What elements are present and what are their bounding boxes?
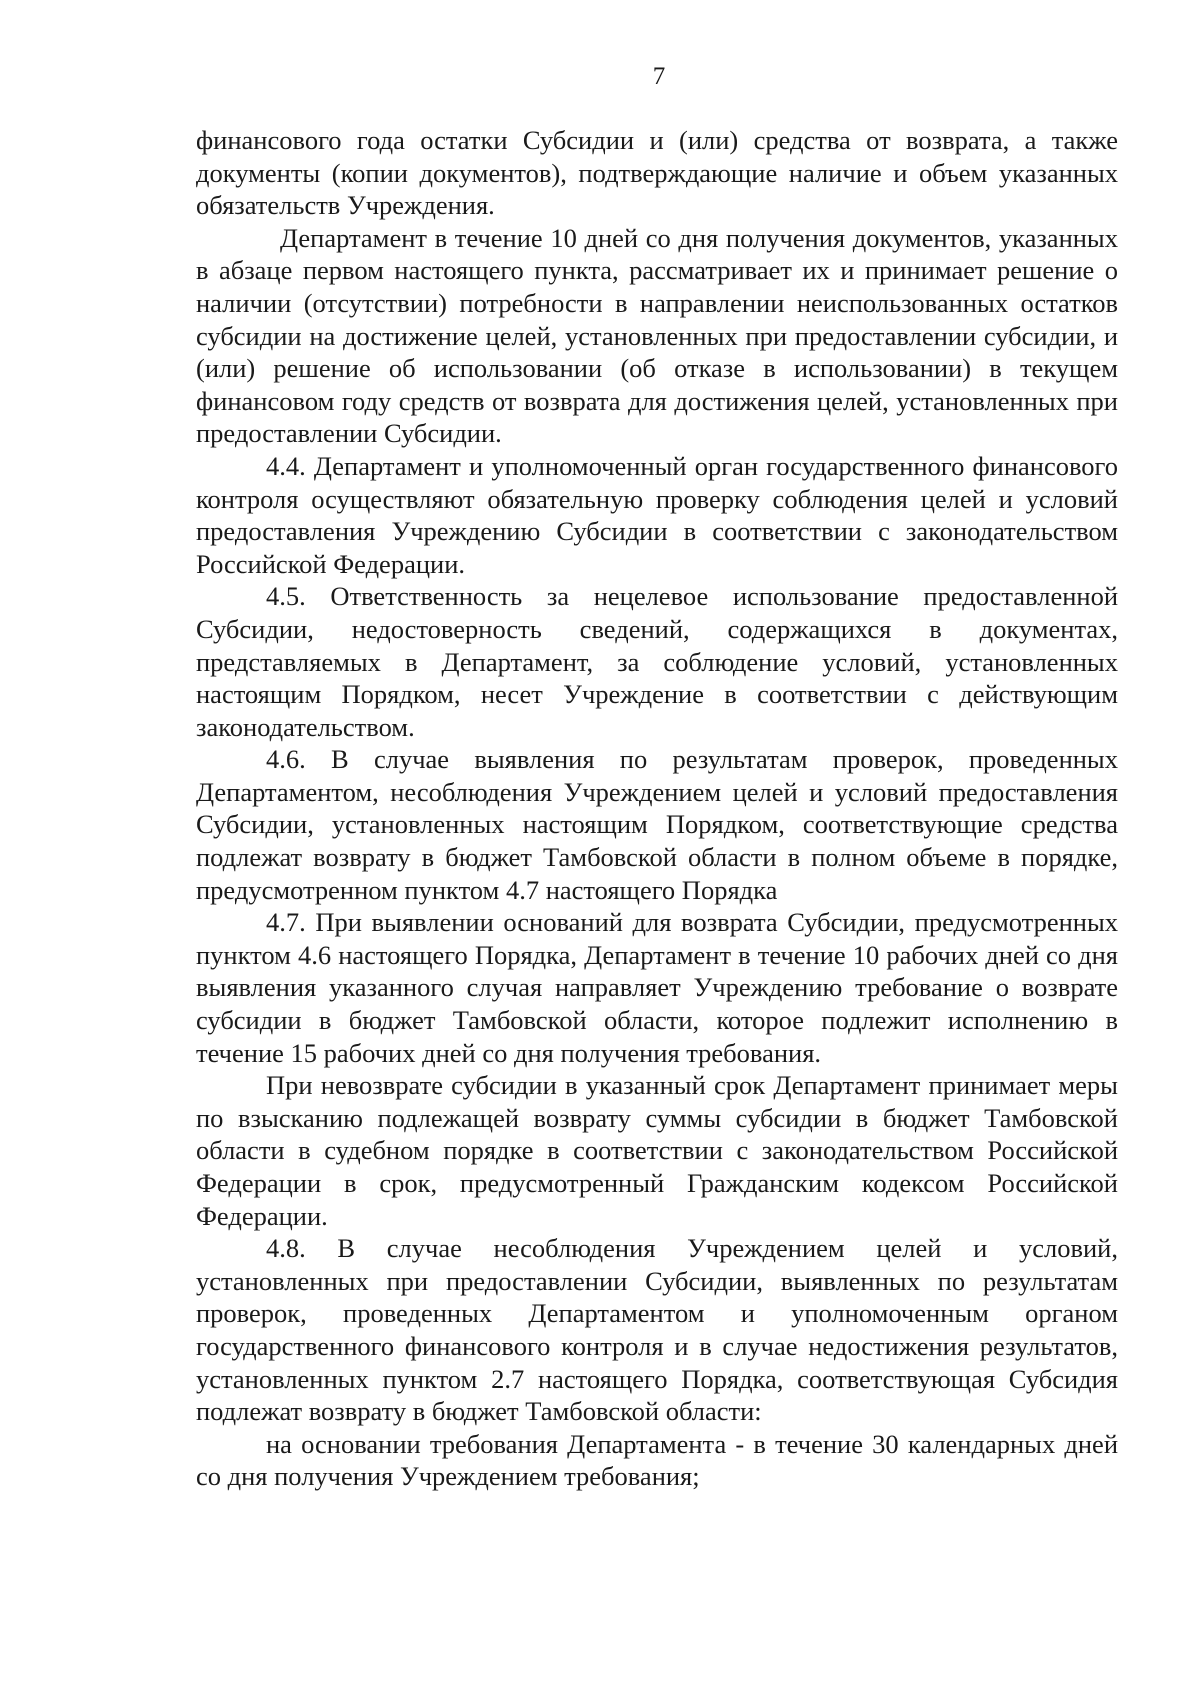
- paragraph-4-5: 4.5. Ответственность за нецелевое использование предоставленной Субсидии, недостоверность сведений, содержащихся в документах, представляемых в Департамент, за соблюдение условий, установленных настоящим Порядком, несет Учреждение в соответствии с действующим законодательством.: [196, 581, 1118, 742]
- paragraph-continuation: финансового года остатки Субсидии и (или) средства от возврата, а также документы (копии документов), подтверждающие наличие и объем указанных обязательств Учреждения.: [196, 125, 1118, 221]
- paragraph-4-7: 4.7. При выявлении оснований для возврата Субсидии, предусмотренных пунктом 4.6 настоящего Порядка, Департамент в течение 10 рабочих дней со дня выявления указанного случая направляет Учреждению требование о возврате субсидии в бюджет Тамбовской области, которое подлежит исполнению в течение 15 рабочих дней со дня получения требования.: [196, 907, 1118, 1068]
- paragraph-department-review: Департамент в течение 10 дней со дня получения документов, указанных в абзаце первом настоящего пункта, рассматривает их и принимает решение о наличии (отсутствии) потребности в направлении неиспользованных остатков субсидии на достижение целей, установленных при предоставлении субсидии, и (или) решение об использовании (об отказе в использовании) в текущем финансовом году средств от возврата для достижения целей, установленных при предоставлении Субсидии.: [196, 222, 1118, 449]
- page-number: 7: [652, 63, 666, 90]
- paragraph-4-8: 4.8. В случае несоблюдения Учреждением целей и условий, установленных при предоставлении Субсидии, выявленных по результатам проверок, проведенных Департаментом и уполномоченным органом государственного финансового контроля и в случае недостижения результатов, установленных пунктом 2.7 настоящего Порядка, соответствующая Субсидия подлежат возврату в бюджет Тамбовской области:: [196, 1233, 1118, 1427]
- paragraph-requirement-basis: на основании требования Департамента - в течение 30 календарных дней со дня получения Учреждением требования;: [196, 1428, 1118, 1492]
- document-body: [196, 124, 1118, 1493]
- paragraph-4-4: 4.4. Департамент и уполномоченный орган государственного финансового контроля осуществляют обязательную проверку соблюдения целей и условий предоставления Учреждению Субсидии в соответствии с законодательством Российской Федерации.: [196, 450, 1118, 579]
- paragraph-non-return: При невозврате субсидии в указанный срок Департамент принимает меры по взысканию подлежащей возврату суммы субсидии в бюджет Тамбовской области в судебном порядке в соответствии с законодательством Российской Федерации в срок, предусмотренный Гражданским кодексом Российской Федерации.: [196, 1070, 1118, 1231]
- paragraph-4-6: 4.6. В случае выявления по результатам проверок, проведенных Департаментом, несоблюдения Учреждением целей и условий предоставления Субсидии, установленных настоящим Порядком, соответствующие средства подлежат возврату в бюджет Тамбовской области в полном объеме в порядке, предусмотренном пунктом 4.7 настоящего Порядка: [196, 744, 1118, 905]
